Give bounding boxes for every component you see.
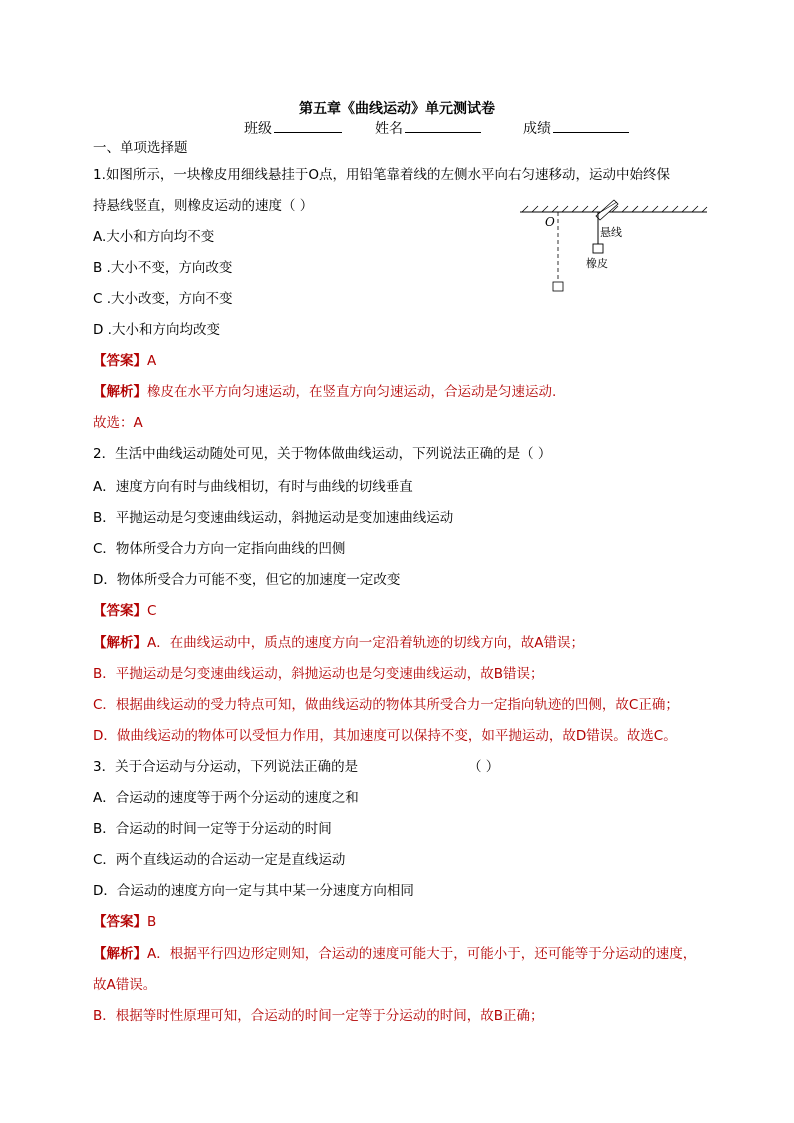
answer-value: C [147,603,157,619]
analysis-tag: 【解析】 [93,946,147,962]
q2-analysis-c: C．根据曲线运动的受力特点可知，做曲线运动的物体其所受合力一定指向轨迹的凹侧，故C正确； [93,697,679,713]
q2-option-b: B．平抛运动是匀变速曲线运动，斜抛运动是变加速曲线运动 [93,510,454,526]
class-blank [274,118,342,133]
answer-tag: 【答案】 [93,603,147,619]
pendulum-figure [520,198,710,298]
q1-choose: 故选：A [93,415,143,431]
q1-option-d: D .大小和方向均改变 [93,322,220,338]
analysis-tag: 【解析】 [93,384,147,400]
q2-analysis-b: B．平抛运动是匀变速曲线运动，斜抛运动也是匀变速曲线运动，故B错误； [93,666,544,682]
q2-analysis-d: D．做曲线运动的物体可以受恒力作用，其加速度可以保持不变，如平抛运动，故D错误。故选C。 [93,728,677,744]
name-label: 姓名 [375,121,403,137]
answer-value: B [147,914,157,930]
q3-stem: 3．关于合运动与分运动，下列说法正确的是 [93,759,359,775]
name-field [375,118,481,138]
q3-answer-paren: （ ） [468,759,500,775]
analysis-tag: 【解析】 [93,635,147,651]
q2-stem: 2．生活中曲线运动随处可见，关于物体做曲线运动，下列说法正确的是（ ） [93,446,552,462]
o-point-label: O [545,215,555,229]
q1-stem-line2: 持悬线竖直，则橡皮运动的速度（ ） [93,198,314,214]
page-title: 第五章《曲线运动》单元测试卷 [299,101,495,117]
q3-option-a: A．合运动的速度等于两个分运动的速度之和 [93,790,359,806]
q2-option-d: D．物体所受合力可能不变，但它的加速度一定改变 [93,572,401,588]
q1-option-c: C .大小改变，方向不变 [93,291,233,307]
q2-option-c: C．物体所受合力方向一定指向曲线的凹侧 [93,541,346,557]
q2-analysis-a [93,634,584,652]
q3-analysis-a-cont: 故A错误。 [93,977,157,993]
q3-option-c: C．两个直线运动的合运动一定是直线运动 [93,852,346,868]
q1-analysis [93,383,556,401]
class-label: 班级 [244,121,272,137]
eraser-block [593,244,603,253]
eraser-label: 橡皮 [586,258,608,270]
q2-option-a: A．速度方向有时与曲线相切，有时与曲线的切线垂直 [93,479,413,495]
q3-answer [93,913,156,931]
q1-stem-line1: 1.如图所示，一块橡皮用细线悬挂于O点，用铅笔靠着线的左侧水平向右匀速移动，运动中始终保 [93,167,671,183]
analysis-text: A．在曲线运动中，质点的速度方向一定沿着轨迹的切线方向，故A错误； [147,635,584,651]
q3-analysis-b: B．根据等时性原理可知，合运动的时间一定等于分运动的时间，故B正确； [93,1008,544,1024]
q3-analysis-a [93,945,696,963]
section-heading: 一、单项选择题 [93,140,188,156]
class-field [244,118,342,138]
q1-option-b: B .大小不变，方向改变 [93,260,233,276]
answer-tag: 【答案】 [93,353,147,369]
analysis-text: 橡皮在水平方向匀速运动，在竖直方向匀速运动，合运动是匀速运动. [147,384,557,400]
score-blank [553,118,629,133]
string-label: 悬线 [600,227,622,239]
q1-answer [93,352,156,370]
score-label: 成绩 [523,121,551,137]
pencil-icon [596,200,618,220]
answer-tag: 【答案】 [93,914,147,930]
name-blank [405,118,481,133]
score-field [523,118,629,138]
q3-option-b: B．合运动的时间一定等于分运动的时间 [93,821,332,837]
q2-answer [93,602,156,620]
initial-eraser [553,282,563,291]
answer-value: A [147,353,157,369]
analysis-text: A．根据平行四边形定则知，合运动的速度可能大于，可能小于，还可能等于分运动的速度， [147,946,697,962]
q3-option-d: D．合运动的速度方向一定与其中某一分速度方向相同 [93,883,414,899]
q1-option-a: A.大小和方向均不变 [93,229,215,245]
